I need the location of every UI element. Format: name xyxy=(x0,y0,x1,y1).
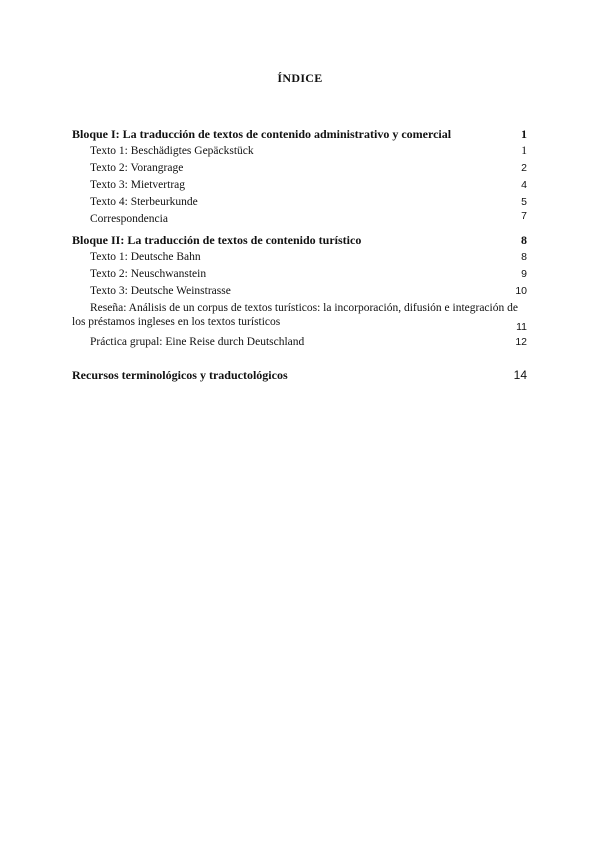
toc-page-number: 5 xyxy=(521,196,527,208)
toc-entry[interactable] xyxy=(72,211,527,228)
toc-entry[interactable] xyxy=(72,283,527,300)
toc-entry-label: Texto 1: Beschädigtes Gepäckstück xyxy=(90,145,254,157)
toc-heading-label: Bloque I: La traducción de textos de contenido administrativo y comercial xyxy=(72,127,452,141)
toc-entry-label: Texto 1: Deutsche Bahn xyxy=(90,251,201,263)
toc-heading-bloque-2[interactable] xyxy=(72,232,527,249)
toc-entry-label: Práctica grupal: Eine Reise durch Deutschland xyxy=(90,336,305,348)
toc-page-number: 12 xyxy=(515,336,527,348)
toc-page-number: 9 xyxy=(521,268,527,280)
toc-page-number: 2 xyxy=(521,162,527,174)
table-of-contents xyxy=(72,126,527,384)
toc-entry[interactable] xyxy=(72,143,527,160)
toc-entry[interactable] xyxy=(72,249,527,266)
toc-entry-label: Texto 2: Neuschwanstein xyxy=(90,268,207,280)
toc-entry-label: Texto 2: Vorangrage xyxy=(90,162,184,174)
toc-entry-label: Reseña: Análisis de un corpus de textos turísticos: la incorporación, difusión e integración de los préstamos ingleses en los textos turísticos xyxy=(72,302,518,328)
toc-page-number: 10 xyxy=(515,285,527,297)
toc-entry-label: Texto 4: Sterbeurkunde xyxy=(90,196,198,208)
toc-entry[interactable] xyxy=(72,177,527,194)
toc-page-number: 1 xyxy=(521,127,527,141)
toc-page-number: 4 xyxy=(521,179,527,191)
toc-entry-multiline[interactable] xyxy=(72,300,527,334)
toc-page-number: 8 xyxy=(521,251,527,263)
page-title: ÍNDICE xyxy=(277,71,323,85)
toc-entry-label: Texto 3: Deutsche Weinstrasse xyxy=(90,285,231,297)
toc-heading-label: Recursos terminológicos y traductológicos xyxy=(72,368,288,382)
toc-page-number: 7 xyxy=(521,210,527,222)
toc-heading-recursos[interactable] xyxy=(72,367,527,384)
toc-page-number: 8 xyxy=(521,233,527,247)
toc-heading-label: Bloque II: La traducción de textos de contenido turístico xyxy=(72,233,362,247)
toc-entry[interactable] xyxy=(72,334,527,351)
toc-entry-label: Texto 3: Mietvertrag xyxy=(90,179,185,191)
toc-entry[interactable] xyxy=(72,160,527,177)
toc-entry[interactable] xyxy=(72,266,527,283)
toc-entry-label: Correspondencia xyxy=(90,213,168,225)
toc-page-number: 14 xyxy=(513,368,527,382)
toc-heading-bloque-1[interactable] xyxy=(72,126,527,143)
toc-page-number: 11 xyxy=(516,321,527,333)
toc-entry[interactable] xyxy=(72,194,527,211)
toc-page-number: 1 xyxy=(521,145,527,157)
